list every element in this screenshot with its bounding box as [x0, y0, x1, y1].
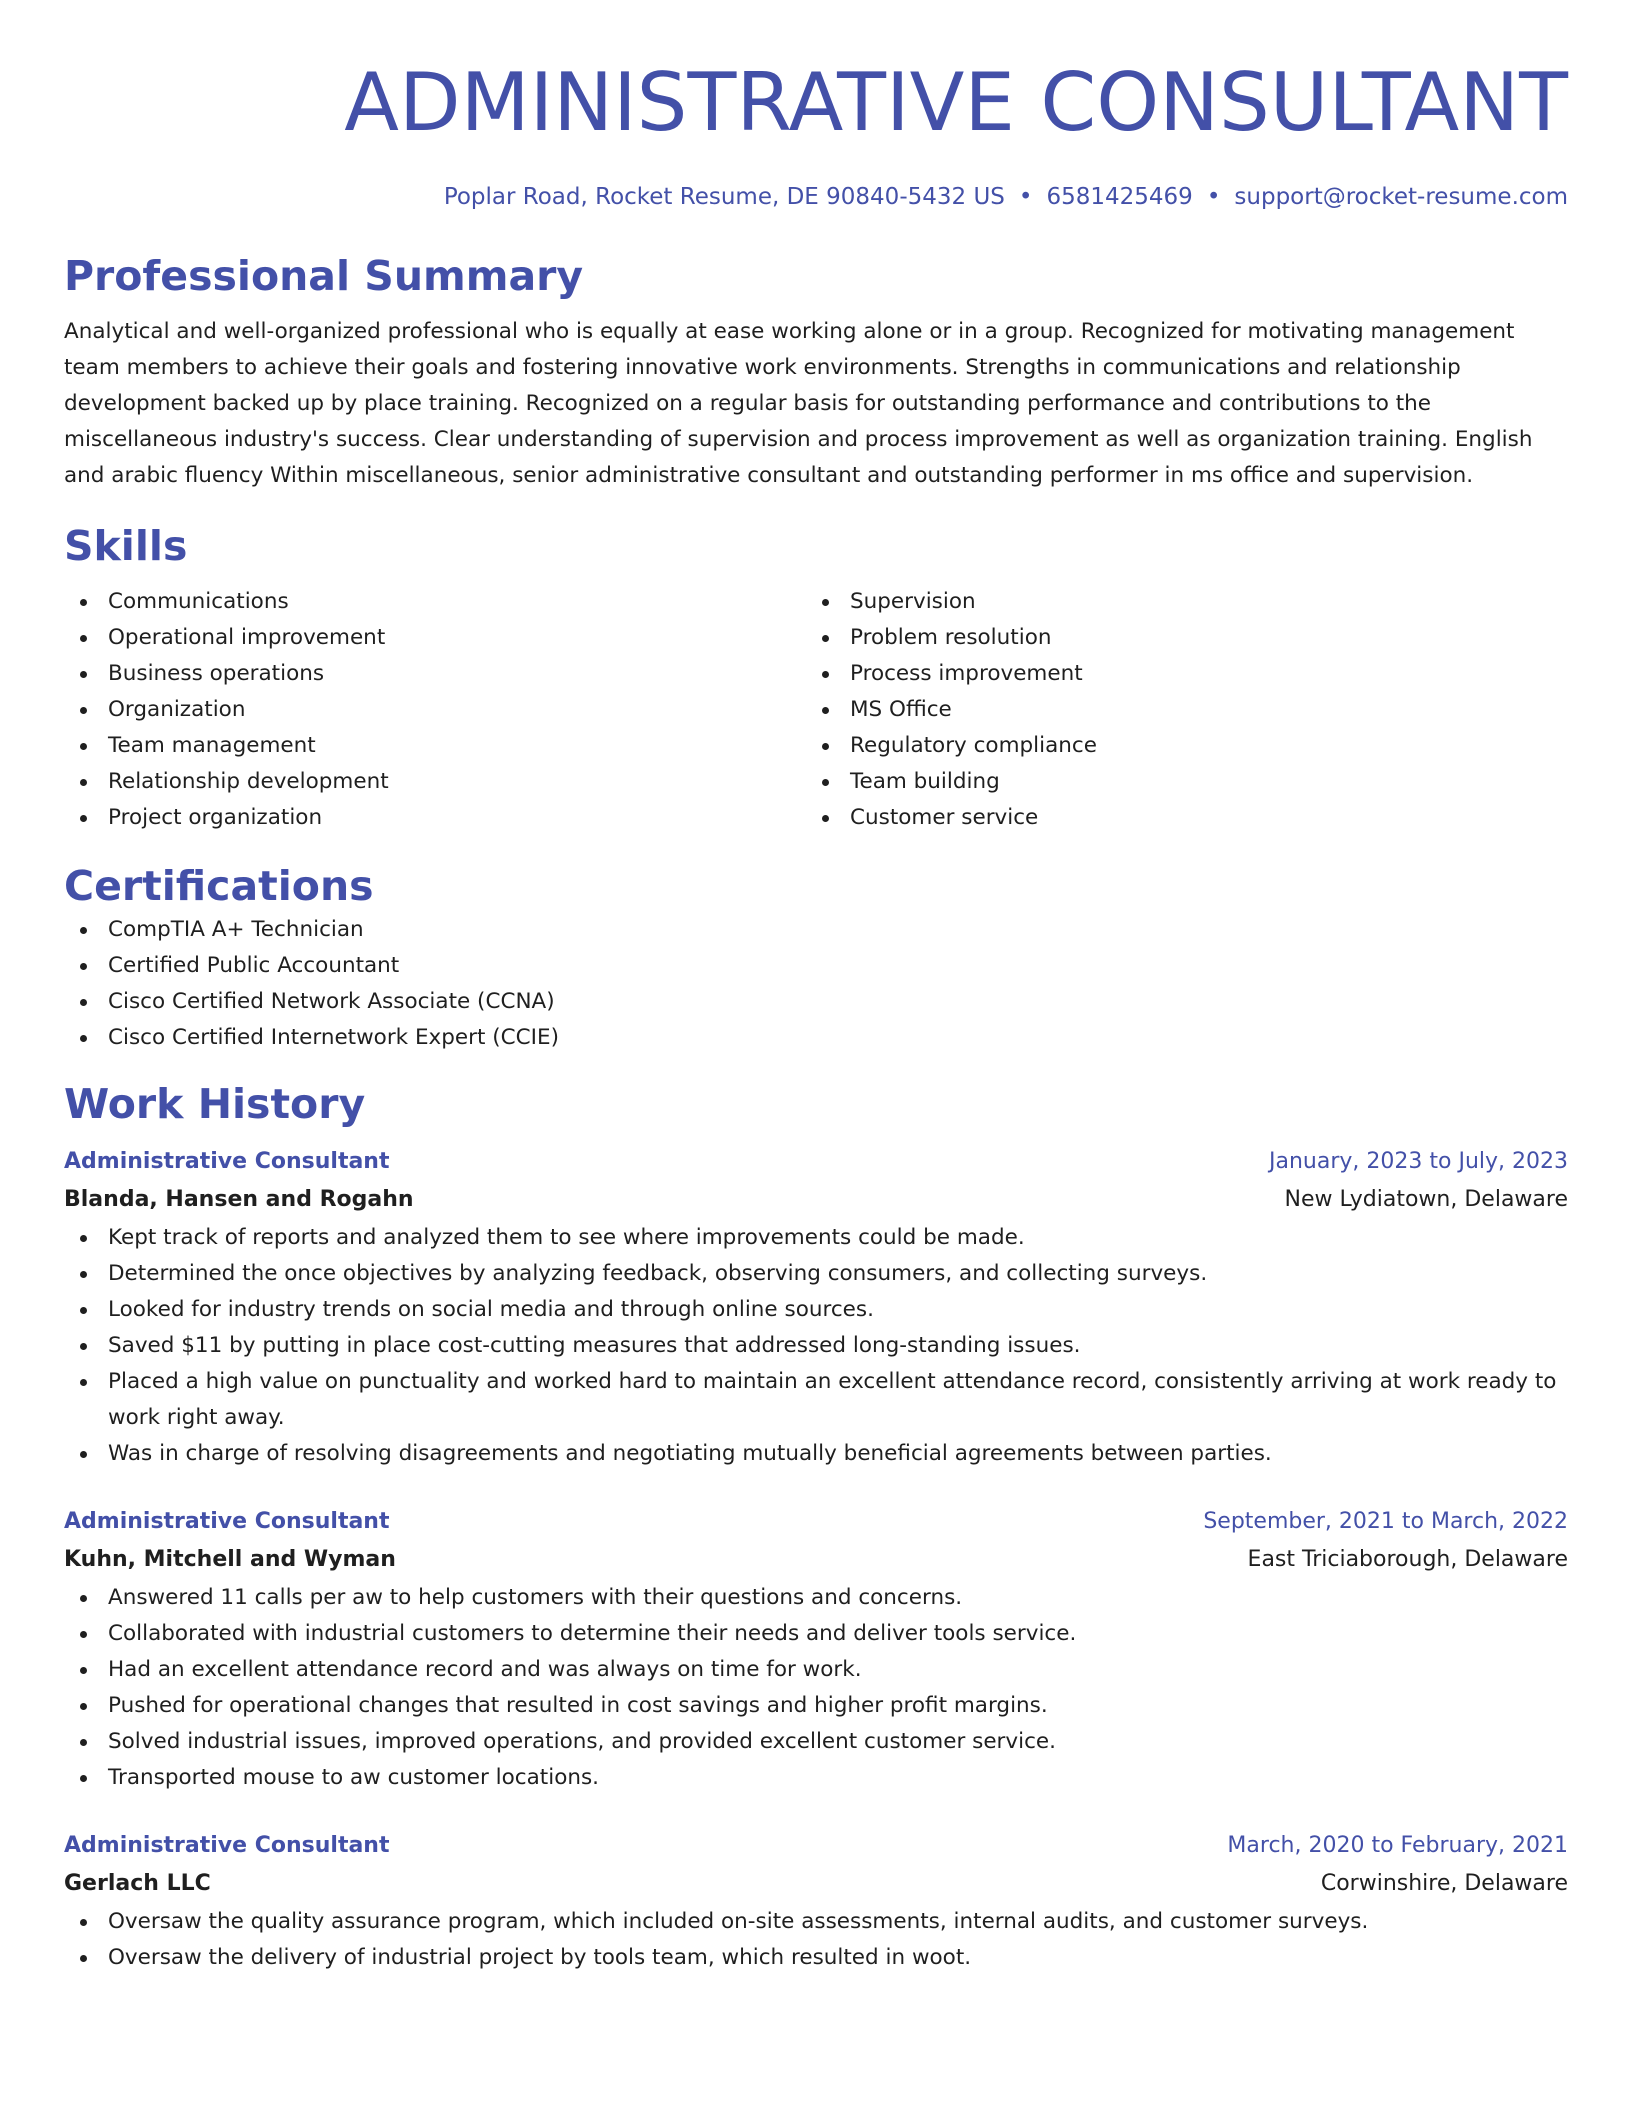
contact-email[interactable]: support@rocket-resume.com: [1234, 184, 1568, 210]
job-company-row: [64, 1864, 1568, 1904]
skills-column-left: [64, 584, 806, 836]
job-location: Corwinshire, Delaware: [1320, 1871, 1568, 1896]
skill-item: Operational improvement: [64, 620, 806, 656]
job-entry: [64, 1504, 1568, 1796]
job-title-row: [64, 1504, 1568, 1540]
skill-item: Project organization: [64, 800, 806, 836]
job-company: Blanda, Hansen and Rogahn: [64, 1187, 414, 1212]
skill-item: Business operations: [64, 656, 806, 692]
skills-heading: Skills: [64, 522, 188, 570]
skill-item: Team management: [64, 728, 806, 764]
page-title: ADMINISTRATIVE CONSULTANT: [344, 56, 1568, 149]
contact-phone: 6581425469: [1046, 184, 1193, 210]
job-entry: [64, 1828, 1568, 1976]
certification-item: Certified Public Accountant: [64, 948, 1568, 984]
job-bullet: Placed a high value on punctuality and worked hard to maintain an excellent attendance record, consistently arriving at work ready to work right away.: [64, 1364, 1568, 1436]
job-location: New Lydiatown, Delaware: [1284, 1187, 1568, 1212]
contact-separator: •: [1206, 184, 1221, 210]
job-title: Administrative Consultant: [64, 1833, 390, 1858]
summary-heading: Professional Summary: [64, 252, 584, 300]
skill-item: Relationship development: [64, 764, 806, 800]
contact-address: Poplar Road, Rocket Resume, DE 90840-5432 US: [443, 184, 1005, 210]
job-bullets: [64, 1220, 1568, 1472]
job-bullet: Looked for industry trends on social media and through online sources.: [64, 1292, 1568, 1328]
certification-item: Cisco Certified Internetwork Expert (CCIE): [64, 1020, 1568, 1056]
work-history-heading: Work History: [64, 1080, 366, 1128]
job-location: East Triciaborough, Delaware: [1247, 1547, 1568, 1572]
job-bullet: Was in charge of resolving disagreements and negotiating mutually beneficial agreements between parties.: [64, 1436, 1568, 1472]
skills-list-right: [806, 584, 1548, 836]
job-title: Administrative Consultant: [64, 1149, 390, 1174]
job-bullet: Oversaw the quality assurance program, which included on-site assessments, internal audits, and customer surveys.: [64, 1904, 1568, 1940]
job-entry: [64, 1144, 1568, 1472]
skill-item: MS Office: [806, 692, 1548, 728]
job-company: Gerlach LLC: [64, 1871, 211, 1896]
skill-item: Communications: [64, 584, 806, 620]
job-bullet: Kept track of reports and analyzed them to see where improvements could be made.: [64, 1220, 1568, 1256]
skill-item: Customer service: [806, 800, 1548, 836]
skills-grid: [64, 584, 1568, 836]
skills-list-left: [64, 584, 806, 836]
job-bullets: [64, 1580, 1568, 1796]
contact-separator: •: [1018, 184, 1033, 210]
skill-item: Team building: [806, 764, 1548, 800]
job-bullet: Solved industrial issues, improved operations, and provided excellent customer service.: [64, 1724, 1568, 1760]
contact-line: [64, 182, 1568, 212]
job-bullet: Had an excellent attendance record and was always on time for work.: [64, 1652, 1568, 1688]
job-bullet: Collaborated with industrial customers to determine their needs and deliver tools service.: [64, 1616, 1568, 1652]
job-company: Kuhn, Mitchell and Wyman: [64, 1547, 396, 1572]
certifications-heading: Certifications: [64, 862, 374, 910]
certification-item: Cisco Certified Network Associate (CCNA): [64, 984, 1568, 1020]
job-bullet: Oversaw the delivery of industrial project by tools team, which resulted in woot.: [64, 1940, 1568, 1976]
job-title: Administrative Consultant: [64, 1509, 390, 1534]
skill-item: Organization: [64, 692, 806, 728]
skill-item: Process improvement: [806, 656, 1548, 692]
job-bullet: Saved $11 by putting in place cost-cutting measures that addressed long-standing issues.: [64, 1328, 1568, 1364]
job-bullet: Determined the once objectives by analyzing feedback, observing consumers, and collecting surveys.: [64, 1256, 1568, 1292]
job-title-row: [64, 1828, 1568, 1864]
certification-item: CompTIA A+ Technician: [64, 912, 1568, 948]
job-bullet: Answered 11 calls per aw to help customers with their questions and concerns.: [64, 1580, 1568, 1616]
certifications-list: [64, 912, 1568, 1056]
job-dates: March, 2020 to February, 2021: [1227, 1833, 1568, 1858]
job-title-row: [64, 1144, 1568, 1180]
skill-item: Problem resolution: [806, 620, 1548, 656]
skill-item: Supervision: [806, 584, 1548, 620]
skills-column-right: [806, 584, 1548, 836]
job-company-row: [64, 1180, 1568, 1220]
job-dates: January, 2023 to July, 2023: [1269, 1149, 1568, 1174]
summary-text: Analytical and well-organized professional who is equally at ease working alone or in a group. Recognized for motivating management team members to achieve their goals and fostering innovative work environments. Strengths in communications and relationship development backed up by place training. Recognized on a regular basis for outstanding performance and contributions to the miscellaneous industry's success. Clear understanding of supervision and process improvement as well as organization training. English and arabic fluency Within miscellaneous, senior administrative consultant and outstanding performer in ms office and supervision.: [64, 319, 1533, 488]
job-bullet: Transported mouse to aw customer locations.: [64, 1760, 1568, 1796]
skill-item: Regulatory compliance: [806, 728, 1548, 764]
job-dates: September, 2021 to March, 2022: [1203, 1509, 1568, 1534]
job-bullets: [64, 1904, 1568, 1976]
job-company-row: [64, 1540, 1568, 1580]
job-bullet: Pushed for operational changes that resulted in cost savings and higher profit margins.: [64, 1688, 1568, 1724]
